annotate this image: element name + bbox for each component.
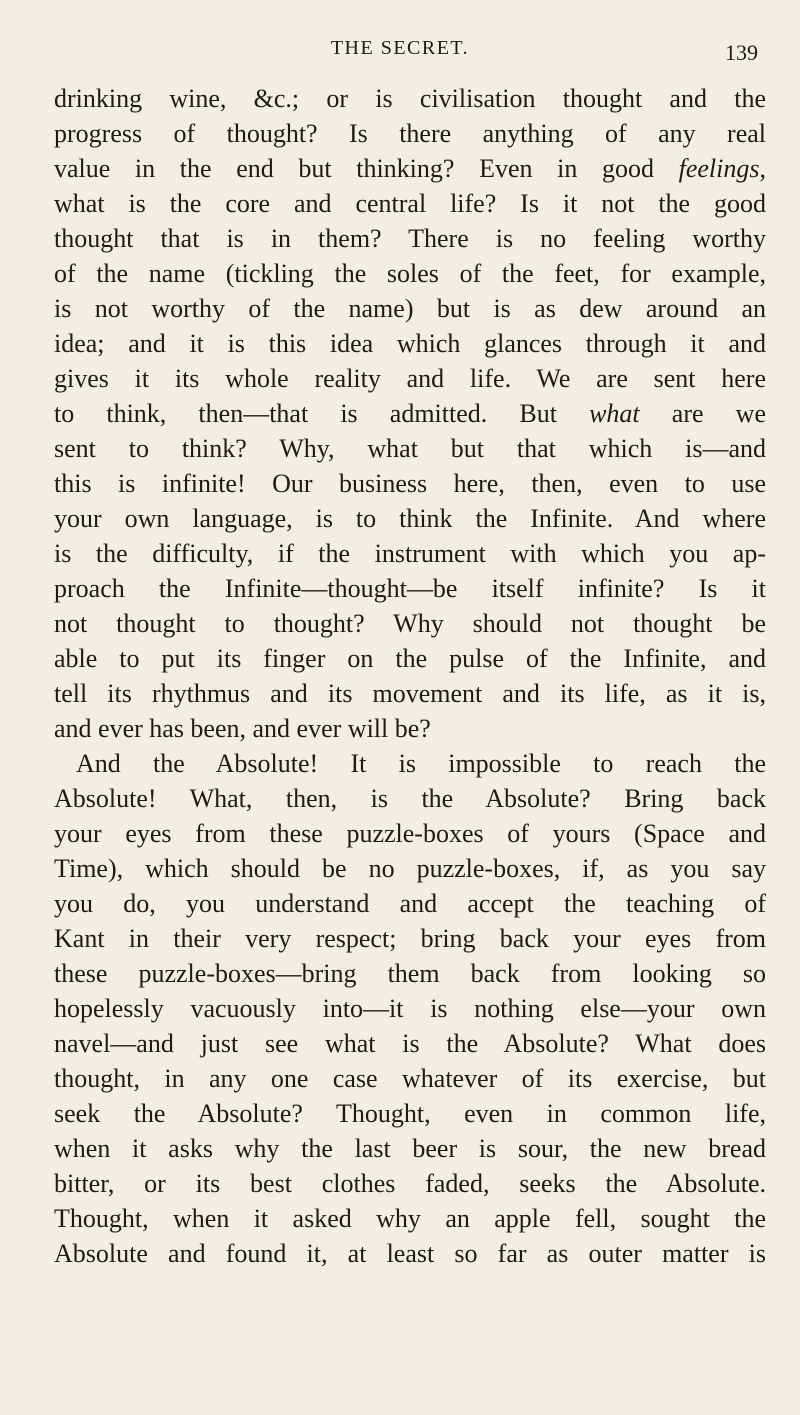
text-segment: ,	[759, 154, 766, 183]
text-line: sent to think? Why, what but that which is—and	[54, 434, 766, 463]
text-line: your own language, is to think the Infinite. And where	[54, 504, 766, 533]
running-head	[0, 38, 800, 68]
text-line	[54, 151, 766, 186]
text-line: these puzzle-boxes—bring them back from looking so	[54, 959, 766, 988]
text-line: Kant in their very respect; bring back your eyes from	[54, 924, 766, 953]
text-line: of the name (tickling the soles of the feet, for example,	[54, 259, 766, 288]
text-line: And the Absolute! It is impossible to reach the	[76, 749, 766, 778]
text-line: seek the Absolute? Thought, even in common life,	[54, 1099, 766, 1128]
text-line: when it asks why the last beer is sour, the new bread	[54, 1134, 766, 1163]
text-line: your eyes from these puzzle-boxes of yours (Space and	[54, 819, 766, 848]
text-line: able to put its finger on the pulse of the Infinite, and	[54, 644, 766, 673]
text-line: and ever has been, and ever will be?	[54, 714, 431, 743]
body-text	[54, 81, 766, 1271]
text-segment: are we	[639, 399, 766, 428]
text-line: tell its rhythmus and its movement and its life, as it is,	[54, 679, 766, 708]
italic-word: what	[589, 399, 640, 428]
text-line: hopelessly vacuously into—it is nothing else—your own	[54, 994, 766, 1023]
text-line: navel—and just see what is the Absolute? What does	[54, 1029, 766, 1058]
text-line: is the difficulty, if the instrument with which you ap-	[54, 539, 766, 568]
text-line: this is infinite! Our business here, then, even to use	[54, 469, 766, 498]
text-segment: to think, then—that is admitted. But	[54, 399, 590, 428]
text-line: not thought to thought? Why should not thought be	[54, 609, 766, 638]
text-line: gives it its whole reality and life. We are sent here	[54, 364, 766, 393]
text-line: is not worthy of the name) but is as dew around an	[54, 294, 766, 323]
text-line: Absolute! What, then, is the Absolute? Bring back	[54, 784, 766, 813]
text-line: Thought, when it asked why an apple fell, sought the	[54, 1204, 766, 1233]
text-line: Absolute and found it, at least so far as outer matter is	[54, 1239, 766, 1268]
text-line: Time), which should be no puzzle-boxes, if, as you say	[54, 854, 766, 883]
running-title: THE SECRET.	[330, 37, 470, 59]
text-line: you do, you understand and accept the teaching of	[54, 889, 766, 918]
text-line: thought, in any one case whatever of its exercise, but	[54, 1064, 766, 1093]
text-segment: value in the end but thinking? Even in good	[54, 154, 679, 183]
text-line: what is the core and central life? Is it not the good	[54, 189, 766, 218]
text-line: thought that is in them? There is no feeling worthy	[54, 224, 766, 253]
text-line: drinking wine, &c.; or is civilisation thought and the	[54, 84, 766, 113]
page-number: 139	[725, 40, 758, 65]
text-line: idea; and it is this idea which glances through it and	[54, 329, 766, 358]
text-line: bitter, or its best clothes faded, seeks the Absolute.	[54, 1169, 766, 1198]
text-line: proach the Infinite—thought—be itself infinite? Is it	[54, 574, 766, 603]
text-line: progress of thought? Is there anything of any real	[54, 119, 766, 148]
text-line	[54, 396, 766, 431]
italic-word: feelings	[678, 154, 760, 183]
